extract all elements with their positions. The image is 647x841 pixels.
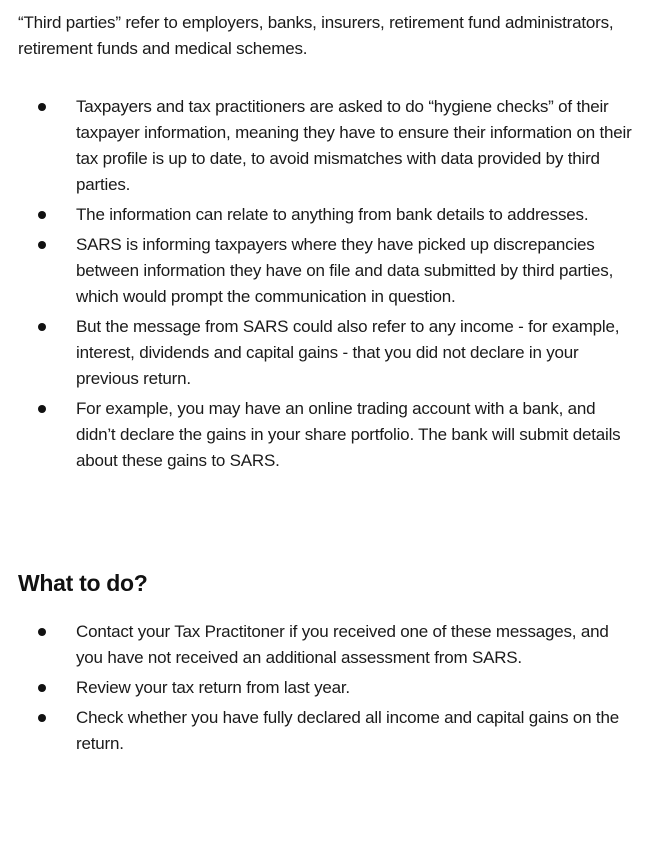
list-item	[0, 619, 647, 671]
list-item-text: Taxpayers and tax practitioners are asked to do “hygiene checks” of their taxpayer information, meaning they have to ensure their information on their tax profile is up to date, to avoid mismatches with data provided by third parties.	[76, 97, 632, 194]
section-heading: What to do?	[18, 570, 148, 596]
list-item-text: Check whether you have fully declared all income and capital gains on the return.	[76, 708, 619, 753]
bullet-icon	[38, 714, 46, 722]
list-item	[0, 705, 647, 757]
list-item-text: SARS is informing taxpayers where they have picked up discrepancies between information they have on file and data submitted by third parties, which would prompt the communication in question.	[76, 235, 614, 306]
bullet-icon	[38, 323, 46, 331]
list-item	[0, 94, 647, 198]
bullet-icon	[38, 628, 46, 636]
bullet-icon	[38, 103, 46, 111]
list-item	[0, 675, 647, 701]
list-item	[0, 314, 647, 392]
list-item-text: But the message from SARS could also refer to any income - for example, interest, dividends and capital gains - that you did not declare in your previous return.	[76, 317, 620, 388]
intro-paragraph: “Third parties” refer to employers, banks, insurers, retirement fund administrators, retirement funds and medical schemes.	[18, 13, 614, 58]
bullet-list-info	[0, 94, 647, 478]
bullet-list-actions	[0, 619, 647, 761]
bullet-icon	[38, 684, 46, 692]
list-item-text: For example, you may have an online trading account with a bank, and didn’t declare the gains in your share portfolio. The bank will submit details about these gains to SARS.	[76, 399, 621, 470]
list-item-text: The information can relate to anything from bank details to addresses.	[76, 205, 589, 224]
list-item	[0, 396, 647, 474]
bullet-icon	[38, 211, 46, 219]
list-item	[0, 232, 647, 310]
list-item-text: Contact your Tax Practitoner if you received one of these messages, and you have not received an additional assessment from SARS.	[76, 622, 609, 667]
bullet-icon	[38, 405, 46, 413]
bullet-icon	[38, 241, 46, 249]
list-item	[0, 202, 647, 228]
list-item-text: Review your tax return from last year.	[76, 678, 350, 697]
